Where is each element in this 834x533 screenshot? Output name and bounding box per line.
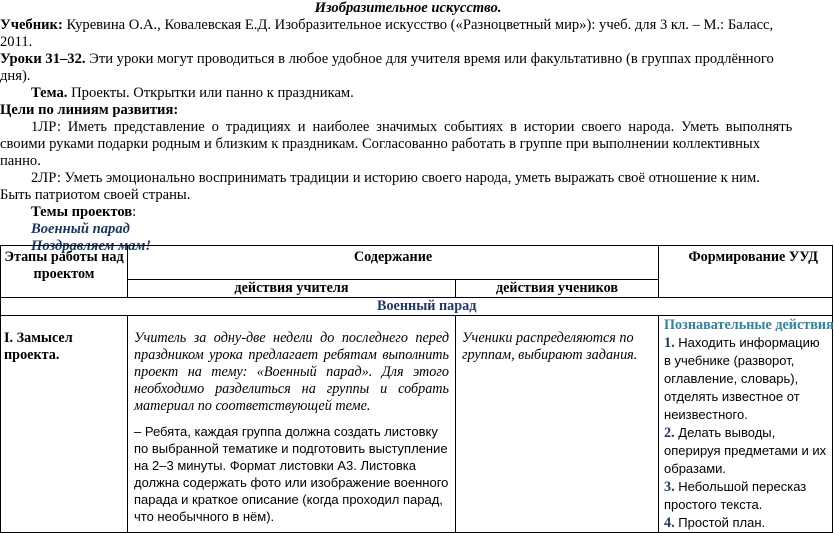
- teacher-cell: [128, 316, 456, 533]
- document: [0, 0, 816, 255]
- uud-item-text: Находить информацию в учебнике (разворот, оглавление, словарь), отделять известное от неизвестного.: [664, 335, 820, 422]
- uud-item-number: 2.: [664, 425, 675, 441]
- header-stages: Этапы работы над проектом: [1, 246, 128, 298]
- goal2-line2: Быть патриотом своей страны.: [0, 187, 191, 203]
- header-uud: Формирование УУД: [659, 246, 833, 298]
- table-row: [1, 316, 833, 533]
- topics-line: [0, 204, 816, 221]
- goal2-line1: 2ЛР: Уметь эмоционально воспринимать традиции и историю своего народа, уметь выражать своё отношение к ним.: [31, 170, 760, 186]
- uud-item: [664, 424, 830, 478]
- document-title: Изобразительное искусство.: [314, 0, 502, 16]
- lessons-line: [0, 51, 816, 68]
- topics-label: Темы проектов: [31, 204, 133, 220]
- theme-label: Тема.: [31, 85, 68, 101]
- table-header-row: [1, 246, 833, 280]
- theme-text: Проекты. Открытки или панно к праздникам.: [67, 85, 354, 101]
- topic-item: Военный парад: [31, 221, 130, 237]
- uud-item-number: 1.: [664, 335, 675, 351]
- lessons-text: Эти уроки могут проводиться в любое удобное для учителя время или факультативно (в группах продлённого: [85, 51, 774, 67]
- topic-item: Поздравляем мам!: [31, 238, 152, 254]
- uud-item-text: Делать выводы, оперируя предметами и их образами.: [664, 425, 827, 476]
- goal1-line3: панно.: [0, 153, 41, 169]
- lessons-label: Уроки 31–32.: [0, 51, 86, 67]
- students-cell: Ученики распределяются по группам, выбирают задания.: [456, 316, 659, 533]
- section-title: Военный парад: [1, 298, 833, 316]
- textbook-line: [0, 17, 816, 34]
- uud-item-number: 4.: [664, 515, 675, 531]
- uud-item-text: Простой план.: [674, 515, 766, 530]
- lessons-text-cont: дня).: [0, 68, 31, 84]
- section-row: [1, 298, 833, 316]
- uud-cell: [659, 316, 833, 533]
- uud-item-text: Небольшой пересказ простого текста.: [664, 479, 807, 512]
- goal1-line2: своими руками подарки родным и близким к праздникам. Согласованно работать в группе при выполнении коллективных: [0, 136, 761, 152]
- teacher-text-1: Учитель за одну-две недели до последнего перед праздником урока предлагает ребятам выполнить проект на тему: «Военный парад». Для этого необходимо разделиться на группы и собрать материал по соответствующей теме.: [134, 330, 449, 414]
- uud-item: [664, 334, 830, 424]
- stage-cell: I. Замысел проекта.: [1, 316, 128, 533]
- textbook-text: Куревина О.А., Ковалевская Е.Д. Изобразительное искусство («Разноцветный мир»): учеб. для 3 кл. – М.: Баласс,: [62, 17, 774, 33]
- project-table: [0, 245, 833, 533]
- textbook-label: Учебник:: [0, 17, 63, 33]
- uud-heading: Познавательные действия: [664, 317, 834, 333]
- uud-item: [664, 514, 830, 532]
- uud-item: [664, 478, 830, 514]
- topics-colon: :: [132, 204, 137, 220]
- goals-heading: Цели по линиям развития:: [0, 102, 179, 118]
- header-teacher: действия учителя: [128, 280, 456, 298]
- header-students: действия учеников: [456, 280, 659, 298]
- uud-item-number: 3.: [664, 479, 675, 495]
- teacher-text-2: – Ребята, каждая группа должна создать листовку по выбранной тематике и подготовить выступление на 2–3 минуты. Формат листовки А3. Листовка должна содержать фото или изображение военного парада и краткое описание (когда проходил парад, что необычного в нём).: [134, 424, 449, 524]
- header-content: Содержание: [128, 246, 659, 280]
- textbook-year: 2011.: [0, 34, 33, 50]
- theme-line: [0, 85, 816, 102]
- goal1-line1: 1ЛР: Иметь представление о традициях и наиболее значимых событиях в истории своего народа. Уметь выполнять: [31, 119, 793, 135]
